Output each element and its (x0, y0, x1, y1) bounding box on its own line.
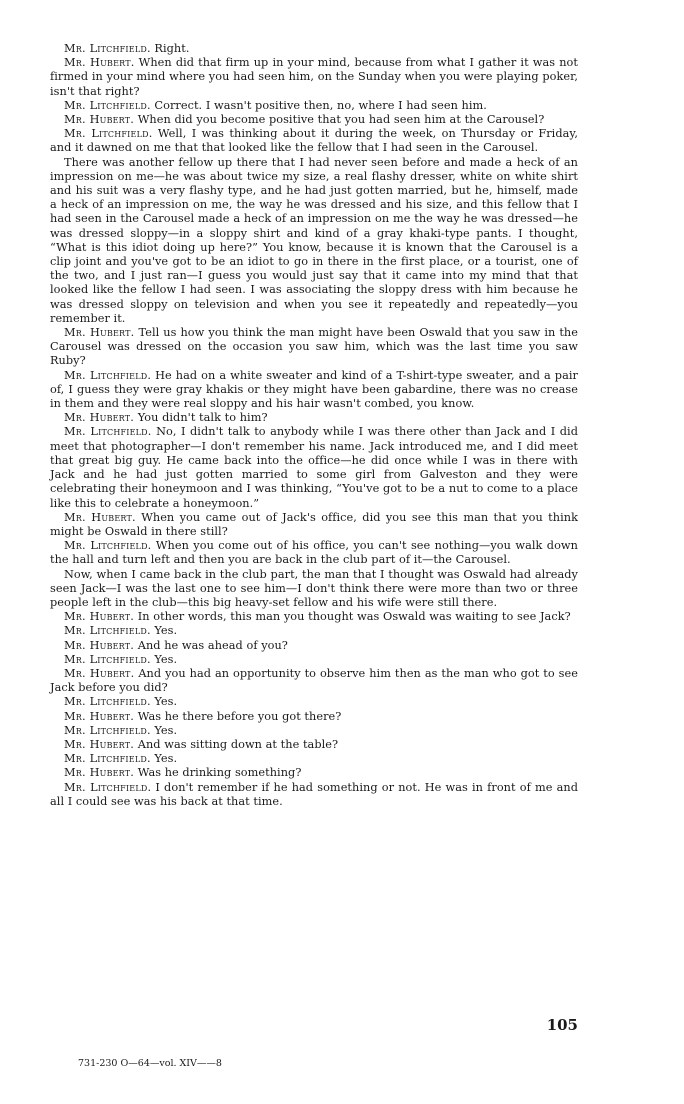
speaker-label: Mr. Litchfield. (64, 780, 152, 794)
speaker-label: Mr. Hubert. (64, 56, 135, 70)
transcript-paragraph (50, 326, 578, 369)
paragraph-text: No, I didn't talk to anybody while I was there other than Jack and I did meet that photographer—I don't remember his name. Jack introduced me, and I did meet that great big guy. He came back into the office—he did once while I was in there with Jack and he had just gotten married to some girl from Galveston and they were celebrating their honeymoon and I was thinking, “You've got to be a nut to come to a place like this to celebrate a honeymoon.” (50, 425, 578, 510)
speaker-label: Mr. Hubert. (64, 510, 136, 524)
transcript-paragraph (50, 42, 578, 56)
paragraph-text: Now, when I came back in the club part, the man that I thought was Oswald had already seen Jack—I was the last one to see him—I don't think there were more than two or three people left in the club—this big heavy-set fellow and his wife were still there. (50, 567, 578, 609)
speaker-label: Mr. Hubert. (64, 610, 135, 624)
transcript-paragraph (50, 624, 578, 638)
paragraph-text: Well, I was thinking about it during the week, on Thursday or Friday, and it dawned on me that that looked like the fellow that I had seen in the Carousel. (50, 127, 578, 155)
paragraph-text: Yes. (154, 624, 178, 638)
transcript-paragraph (50, 639, 578, 653)
speaker-label: Mr. Litchfield. (64, 723, 151, 737)
transcript-paragraph (50, 156, 578, 326)
paragraph-text: Yes. (154, 652, 178, 666)
paragraph-text: And he was ahead of you? (137, 638, 288, 652)
transcript-paragraph (50, 568, 578, 611)
paragraph-text: He had on a white sweater and kind of a T-shirt-type sweater, and a pair of, I guess they were gray khakis or they might have been gabardine, there was no crease in them and they were real sloppy and his hair wasn't combed, you know. (50, 368, 578, 411)
transcript-paragraph (50, 695, 578, 709)
transcript-paragraph (50, 752, 578, 766)
paragraph-text: Was he there before you got there? (137, 709, 342, 723)
speaker-label: Mr. Hubert. (64, 326, 135, 340)
speaker-label: Mr. Hubert. (64, 666, 135, 680)
paragraph-text: And was sitting down at the table? (137, 737, 339, 751)
paragraph-text: Tell us how you think the man might have been Oswald that you saw in the Carousel was dressed on the occasion you saw him, which was the last time you saw Ruby? (50, 326, 578, 368)
transcript-paragraph (50, 56, 578, 99)
speaker-label: Mr. Hubert. (64, 766, 135, 780)
transcript-paragraph (50, 113, 578, 127)
speaker-label: Mr. Litchfield. (64, 752, 151, 766)
paragraph-text: When did that firm up in your mind, because from what I gather it was not firmed in your mind where you had seen him, on the Sunday when you were playing poker, isn't that right? (50, 56, 578, 98)
speaker-label: Mr. Litchfield. (64, 652, 151, 666)
transcript-paragraph (50, 511, 578, 539)
transcript-body (50, 42, 578, 809)
transcript-paragraph (50, 411, 578, 425)
speaker-label: Mr. Litchfield. (64, 98, 151, 112)
speaker-label: Mr. Litchfield. (64, 539, 152, 553)
transcript-paragraph (50, 539, 578, 567)
speaker-label: Mr. Hubert. (64, 737, 135, 751)
transcript-paragraph (50, 667, 578, 695)
speaker-label: Mr. Hubert. (64, 113, 135, 127)
paragraph-text: Yes. (154, 723, 178, 737)
paragraph-text: Correct. I wasn't positive then, no, where I had seen him. (154, 98, 487, 112)
page-number: 105 (546, 1016, 578, 1034)
speaker-label: Mr. Litchfield. (64, 425, 152, 439)
transcript-paragraph (50, 610, 578, 624)
footer-print-code: 731-230 O—64—vol. XIV——8 (78, 1058, 222, 1069)
transcript-paragraph (50, 781, 578, 809)
transcript-paragraph (50, 369, 578, 412)
paragraph-text: I don't remember if he had something or not. He was in front of me and all I could see was his back at that time. (50, 780, 578, 808)
transcript-paragraph (50, 127, 578, 155)
speaker-label: Mr. Litchfield. (64, 624, 151, 638)
paragraph-text: Yes. (154, 695, 178, 709)
paragraph-text: When you come out of his office, you can't see nothing—you walk down the hall and turn left and then you are back in the club part of it—the Carousel. (50, 539, 578, 567)
speaker-label: Mr. Litchfield. (64, 127, 153, 141)
speaker-label: Mr. Hubert. (64, 638, 135, 652)
paragraph-text: When you came out of Jack's office, did you see this man that you think might be Oswald in there still? (50, 510, 578, 538)
transcript-paragraph (50, 425, 578, 510)
paragraph-text: Yes. (154, 752, 178, 766)
transcript-paragraph (50, 738, 578, 752)
transcript-paragraph (50, 99, 578, 113)
paragraph-text: There was another fellow up there that I had never seen before and made a heck of an impression on me—he was about twice my size, a real flashy dresser, white on white shirt and his suit was a very flashy type, and he had just gotten married, but he, himself, made a heck of an impression on me, the way he was dressed and his size, and this fellow that I had seen in the Carousel made a heck of an impression on me the way he was dressed—he was dressed sloppy—in a sloppy shirt and kind of a gray khaki-type pants. I thought, “What is this idiot doing up here?” You know, because it is known that the Carousel is a clip joint and you've got to be an idiot to go in there in the first place, or a tourist, one of the two, and I just ran—I guess you would just say that it came into my mind that that looked like the fellow I had seen. I was associating the sloppy dress with him because he was dressed sloppy on television and when you see it repeatedly and repeatedly—you remember it. (50, 155, 578, 325)
transcript-paragraph (50, 724, 578, 738)
speaker-label: Mr. Hubert. (64, 411, 135, 425)
transcript-paragraph (50, 766, 578, 780)
speaker-label: Mr. Litchfield. (64, 368, 152, 382)
speaker-label: Mr. Litchfield. (64, 695, 151, 709)
paragraph-text: When did you become positive that you had seen him at the Carousel? (137, 113, 545, 127)
transcript-page (50, 42, 578, 809)
paragraph-text: You didn't talk to him? (137, 411, 268, 425)
speaker-label: Mr. Hubert. (64, 709, 135, 723)
paragraph-text: Right. (154, 42, 190, 55)
paragraph-text: Was he drinking something? (137, 766, 302, 780)
paragraph-text: In other words, this man you thought was Oswald was waiting to see Jack? (137, 610, 571, 624)
speaker-label: Mr. Litchfield. (64, 42, 151, 55)
transcript-paragraph (50, 710, 578, 724)
paragraph-text: And you had an opportunity to observe him then as the man who got to see Jack before you did? (50, 666, 578, 695)
transcript-paragraph (50, 653, 578, 667)
